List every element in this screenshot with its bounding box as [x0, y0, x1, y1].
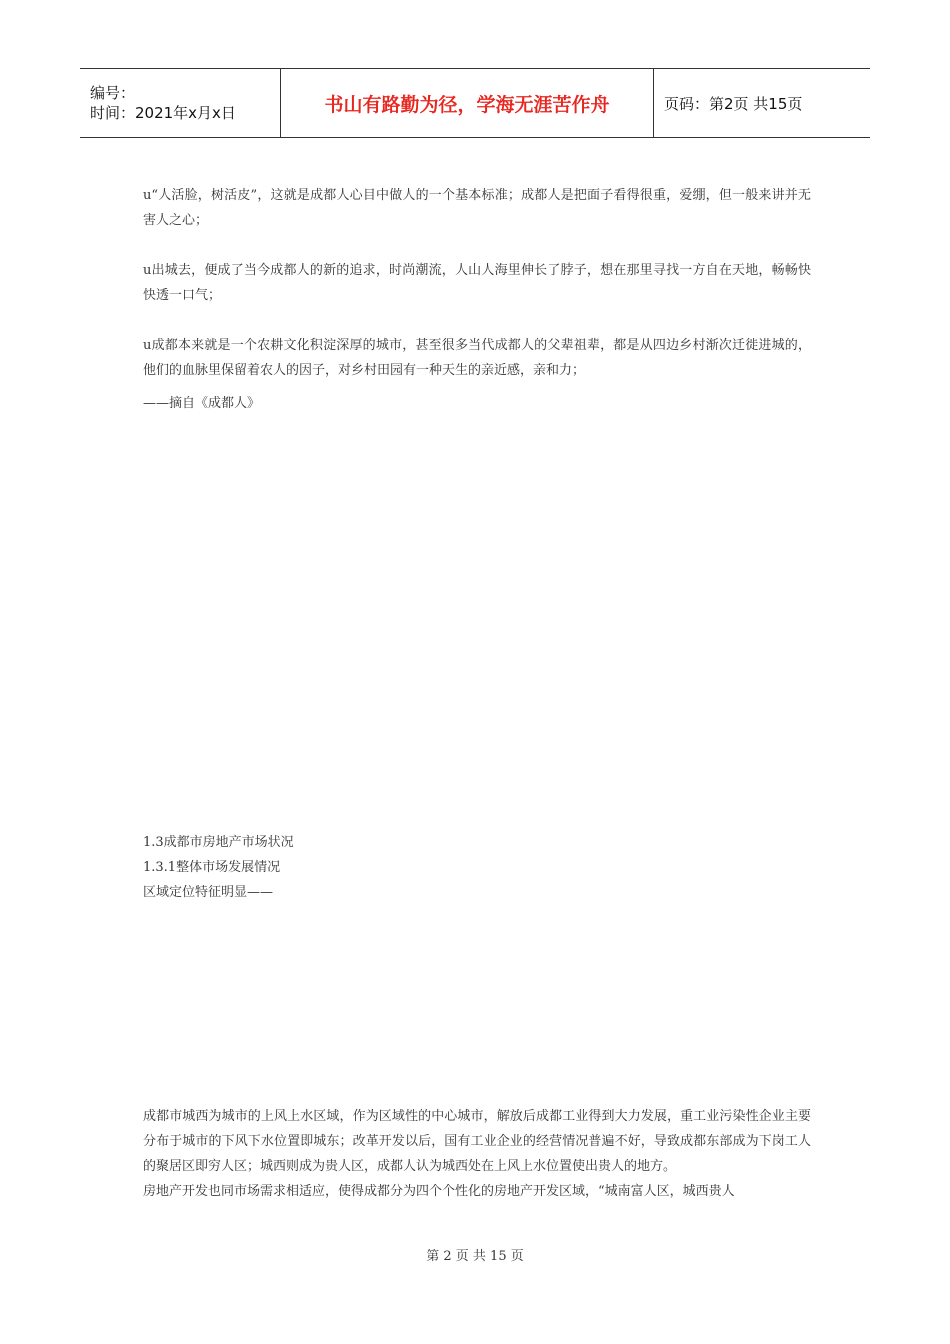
section-heading-1-3: 1.3成都市房地产市场状况	[143, 835, 294, 850]
page-header	[80, 68, 870, 138]
motto-text: 书山有路勤为径，学海无涯苦作舟	[324, 93, 610, 116]
time-label: 时间：2021年x月x日	[90, 104, 236, 122]
quote-block	[143, 183, 811, 416]
quote-paragraph-3: u成都本来就是一个农耕文化积淀深厚的城市，甚至很多当代成都人的父辈祖辈，都是从四边乡村渐次迁徙进城的，他们的血脉里保留着农人的因子，对乡村田园有一种天生的亲近感，亲和力；	[143, 338, 811, 378]
body-block	[143, 1104, 811, 1204]
section-subheading: 区域定位特征明显——	[143, 885, 274, 900]
quote-paragraph-1: u“人活脸，树活皮”，这就是成都人心目中做人的一个基本标准；成都人是把面子看得很重，爱绷，但一般来讲并无害人之心；	[143, 188, 811, 228]
header-motto	[281, 69, 654, 137]
body-paragraph-1: 成都市城西为城市的上风上水区域，作为区域性的中心城市，解放后成都工业得到大力发展，重工业污染性企业主要分布于城市的下风下水位置即城东；改革开发以后，国有工业企业的经营情况普遍不好，导致成都东部成为下岗工人的聚居区即穷人区；城西则成为贵人区，成都人认为城西处在上风上水位置使出贵人的地方。	[143, 1109, 811, 1174]
page-info-text: 页码：第2页 共15页	[664, 94, 803, 113]
quote-paragraph-2: u出城去，便成了当今成都人的新的追求，时尚潮流，人山人海里伸长了脖子，想在那里寻找一方自在天地，畅畅快快透一口气；	[143, 263, 811, 303]
body-paragraph-2: 房地产开发也同市场需求相适应，使得成都分为四个个性化的房地产开发区域，“城南富人区，城西贵人	[143, 1184, 735, 1199]
header-meta	[80, 69, 281, 137]
quote-source: ——摘自《成都人》	[143, 396, 261, 411]
footer-page-number: 第 2 页 共 15 页	[426, 1249, 524, 1264]
header-page-info	[654, 69, 870, 137]
section-heading-1-3-1: 1.3.1整体市场发展情况	[143, 860, 281, 875]
page-footer	[0, 1245, 950, 1264]
section-headings	[143, 830, 811, 905]
number-label: 编号：	[90, 84, 136, 102]
